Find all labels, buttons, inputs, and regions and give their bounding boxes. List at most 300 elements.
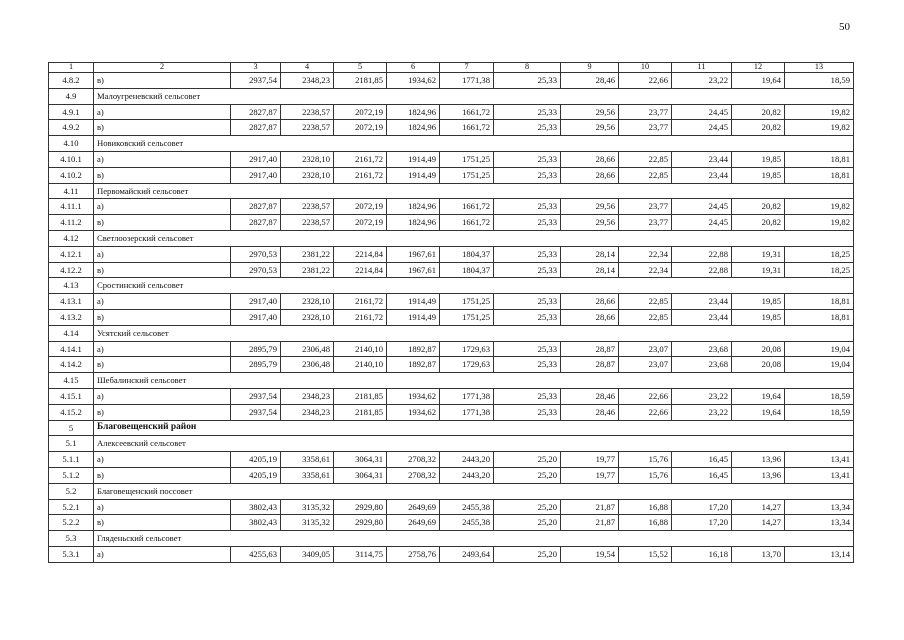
value-cell: 2238,57 (281, 199, 334, 215)
value-cell: 25,20 (494, 546, 561, 562)
value-cell: 2348,23 (281, 73, 334, 89)
value-cell: 18,81 (785, 294, 854, 310)
value-cell: 2140,10 (334, 341, 387, 357)
value-cell: 19,64 (732, 73, 785, 89)
value-cell: 16,45 (672, 467, 732, 483)
section-code: 5.2 (49, 483, 94, 499)
value-cell: 25,20 (494, 515, 561, 531)
value-cell: 1934,62 (387, 404, 440, 420)
value-cell: 23,77 (619, 120, 672, 136)
value-cell: 22,66 (619, 404, 672, 420)
row-code: 4.12.2 (49, 262, 94, 278)
value-cell: 3358,61 (281, 467, 334, 483)
value-cell: 23,77 (619, 215, 672, 231)
value-cell: 20,82 (732, 120, 785, 136)
value-cell: 29,56 (561, 120, 619, 136)
value-cell: 18,59 (785, 73, 854, 89)
data-row (49, 499, 854, 515)
value-cell: 2072,19 (334, 104, 387, 120)
row-code: 4.11.1 (49, 199, 94, 215)
value-cell: 25,20 (494, 452, 561, 468)
column-header: 10 (619, 63, 672, 73)
value-cell: 2328,10 (281, 294, 334, 310)
value-cell: 25,33 (494, 262, 561, 278)
data-row (49, 546, 854, 562)
data-row (49, 120, 854, 136)
column-header: 6 (387, 63, 440, 73)
value-cell: 28,14 (561, 262, 619, 278)
value-cell: 25,33 (494, 215, 561, 231)
value-cell: 25,33 (494, 73, 561, 89)
value-cell: 23,07 (619, 341, 672, 357)
value-cell: 23,07 (619, 357, 672, 373)
value-cell: 1729,63 (440, 341, 494, 357)
row-variant: а) (94, 151, 231, 167)
value-cell: 2827,87 (231, 120, 281, 136)
row-variant: в) (94, 167, 231, 183)
value-cell: 2827,87 (231, 104, 281, 120)
value-cell: 2381,22 (281, 262, 334, 278)
value-cell: 1804,37 (440, 246, 494, 262)
value-cell: 2072,19 (334, 120, 387, 136)
value-cell: 2348,23 (281, 388, 334, 404)
value-cell: 3064,31 (334, 467, 387, 483)
value-cell: 22,85 (619, 151, 672, 167)
value-cell: 28,66 (561, 294, 619, 310)
value-cell: 2328,10 (281, 167, 334, 183)
value-cell: 19,31 (732, 246, 785, 262)
value-cell: 13,34 (785, 499, 854, 515)
row-code: 4.10.1 (49, 151, 94, 167)
section-name: Сростинский сельсовет (94, 278, 854, 294)
section-heading-row (49, 436, 854, 452)
value-cell: 24,45 (672, 120, 732, 136)
value-cell: 2161,72 (334, 151, 387, 167)
section-name: Благовещенский район (94, 420, 854, 436)
section-name: Шебалинский сельсовет (94, 373, 854, 389)
value-cell: 23,44 (672, 151, 732, 167)
value-cell: 1751,25 (440, 151, 494, 167)
value-cell: 1914,49 (387, 309, 440, 325)
value-cell: 1771,38 (440, 404, 494, 420)
value-cell: 3358,61 (281, 452, 334, 468)
value-cell: 20,82 (732, 104, 785, 120)
value-cell: 2181,85 (334, 388, 387, 404)
data-row (49, 104, 854, 120)
section-name: Усятский сельсовет (94, 325, 854, 341)
value-cell: 19,64 (732, 388, 785, 404)
value-cell: 20,82 (732, 215, 785, 231)
row-variant: а) (94, 341, 231, 357)
value-cell: 23,22 (672, 388, 732, 404)
value-cell: 14,27 (732, 499, 785, 515)
value-cell: 28,66 (561, 309, 619, 325)
value-cell: 3135,32 (281, 499, 334, 515)
value-cell: 3114,75 (334, 546, 387, 562)
value-cell: 1661,72 (440, 104, 494, 120)
value-cell: 2895,79 (231, 357, 281, 373)
value-cell: 13,96 (732, 452, 785, 468)
value-cell: 19,82 (785, 199, 854, 215)
value-cell: 20,08 (732, 341, 785, 357)
value-cell: 22,34 (619, 246, 672, 262)
value-cell: 18,25 (785, 246, 854, 262)
section-heading-row (49, 230, 854, 246)
value-cell: 2649,69 (387, 515, 440, 531)
row-variant: а) (94, 499, 231, 515)
value-cell: 18,81 (785, 309, 854, 325)
value-cell: 1914,49 (387, 294, 440, 310)
value-cell: 19,85 (732, 151, 785, 167)
value-cell: 3135,32 (281, 515, 334, 531)
value-cell: 1751,25 (440, 167, 494, 183)
value-cell: 1729,63 (440, 357, 494, 373)
section-heading-row (49, 88, 854, 104)
row-variant: а) (94, 246, 231, 262)
value-cell: 1914,49 (387, 151, 440, 167)
value-cell: 25,33 (494, 246, 561, 262)
value-cell: 17,20 (672, 515, 732, 531)
value-cell: 23,22 (672, 404, 732, 420)
row-code: 4.9.1 (49, 104, 94, 120)
value-cell: 2328,10 (281, 151, 334, 167)
section-heading-row (49, 325, 854, 341)
value-cell: 2708,32 (387, 452, 440, 468)
value-cell: 19,31 (732, 262, 785, 278)
value-cell: 19,77 (561, 452, 619, 468)
value-cell: 18,59 (785, 404, 854, 420)
value-cell: 2214,84 (334, 262, 387, 278)
page-number: 50 (839, 21, 850, 33)
value-cell: 16,88 (619, 515, 672, 531)
tariff-table (48, 62, 854, 563)
value-cell: 23,68 (672, 341, 732, 357)
row-variant: в) (94, 262, 231, 278)
value-cell: 29,56 (561, 104, 619, 120)
value-cell: 25,33 (494, 151, 561, 167)
value-cell: 1661,72 (440, 215, 494, 231)
value-cell: 2238,57 (281, 104, 334, 120)
value-cell: 24,45 (672, 215, 732, 231)
value-cell: 23,77 (619, 199, 672, 215)
value-cell: 25,33 (494, 388, 561, 404)
value-cell: 19,77 (561, 467, 619, 483)
section-heading-row (49, 483, 854, 499)
value-cell: 1751,25 (440, 294, 494, 310)
district-heading-row (49, 420, 854, 436)
row-variant: в) (94, 120, 231, 136)
section-name: Алексеевский сельсовет (94, 436, 854, 452)
value-cell: 16,88 (619, 499, 672, 515)
value-cell: 17,20 (672, 499, 732, 515)
value-cell: 22,66 (619, 73, 672, 89)
section-code: 4.12 (49, 230, 94, 246)
section-code: 4.9 (49, 88, 94, 104)
value-cell: 22,88 (672, 246, 732, 262)
value-cell: 1824,96 (387, 120, 440, 136)
value-cell: 19,82 (785, 104, 854, 120)
data-row (49, 515, 854, 531)
value-cell: 2917,40 (231, 151, 281, 167)
data-row (49, 199, 854, 215)
value-cell: 23,68 (672, 357, 732, 373)
value-cell: 28,14 (561, 246, 619, 262)
value-cell: 19,85 (732, 309, 785, 325)
section-name: Малоугреневский сельсовет (94, 88, 854, 104)
data-row (49, 309, 854, 325)
value-cell: 2181,85 (334, 404, 387, 420)
value-cell: 18,81 (785, 151, 854, 167)
value-cell: 28,87 (561, 341, 619, 357)
value-cell: 1824,96 (387, 104, 440, 120)
value-cell: 25,33 (494, 404, 561, 420)
value-cell: 22,34 (619, 262, 672, 278)
value-cell: 28,66 (561, 167, 619, 183)
data-row (49, 73, 854, 89)
value-cell: 2937,54 (231, 73, 281, 89)
section-code: 5 (49, 420, 94, 436)
column-header: 8 (494, 63, 561, 73)
value-cell: 2827,87 (231, 215, 281, 231)
row-variant: в) (94, 357, 231, 373)
column-header: 4 (281, 63, 334, 73)
value-cell: 2917,40 (231, 309, 281, 325)
value-cell: 2161,72 (334, 309, 387, 325)
value-cell: 22,85 (619, 294, 672, 310)
value-cell: 4255,63 (231, 546, 281, 562)
value-cell: 2455,38 (440, 499, 494, 515)
row-code: 4.12.1 (49, 246, 94, 262)
value-cell: 2214,84 (334, 246, 387, 262)
section-name: Светлоозерский сельсовет (94, 230, 854, 246)
value-cell: 28,87 (561, 357, 619, 373)
section-code: 4.11 (49, 183, 94, 199)
value-cell: 2970,53 (231, 246, 281, 262)
section-name: Гляденьский сельсовет (94, 531, 854, 547)
value-cell: 13,41 (785, 467, 854, 483)
row-code: 4.11.2 (49, 215, 94, 231)
value-cell: 2827,87 (231, 199, 281, 215)
section-name: Благовещенский поссовет (94, 483, 854, 499)
section-heading-row (49, 278, 854, 294)
table-header-row (49, 63, 854, 73)
value-cell: 2306,48 (281, 341, 334, 357)
section-code: 5.3 (49, 531, 94, 547)
row-variant: а) (94, 546, 231, 562)
section-code: 4.15 (49, 373, 94, 389)
section-code: 4.14 (49, 325, 94, 341)
value-cell: 2238,57 (281, 120, 334, 136)
column-header: 7 (440, 63, 494, 73)
data-row (49, 167, 854, 183)
row-code: 4.8.2 (49, 73, 94, 89)
value-cell: 23,44 (672, 167, 732, 183)
value-cell: 25,33 (494, 167, 561, 183)
value-cell: 14,27 (732, 515, 785, 531)
value-cell: 25,20 (494, 467, 561, 483)
value-cell: 28,46 (561, 388, 619, 404)
data-row (49, 262, 854, 278)
value-cell: 23,22 (672, 73, 732, 89)
row-variant: в) (94, 309, 231, 325)
value-cell: 2381,22 (281, 246, 334, 262)
row-code: 4.15.2 (49, 404, 94, 420)
value-cell: 18,25 (785, 262, 854, 278)
value-cell: 24,45 (672, 199, 732, 215)
column-header: 12 (732, 63, 785, 73)
row-code: 5.2.2 (49, 515, 94, 531)
value-cell: 1967,61 (387, 246, 440, 262)
value-cell: 2937,54 (231, 388, 281, 404)
value-cell: 22,88 (672, 262, 732, 278)
value-cell: 25,33 (494, 120, 561, 136)
value-cell: 19,82 (785, 120, 854, 136)
value-cell: 23,44 (672, 294, 732, 310)
value-cell: 21,87 (561, 499, 619, 515)
row-code: 5.1.1 (49, 452, 94, 468)
value-cell: 2072,19 (334, 215, 387, 231)
section-name: Новиковский сельсовет (94, 136, 854, 152)
section-heading-row (49, 373, 854, 389)
value-cell: 22,85 (619, 167, 672, 183)
value-cell: 2161,72 (334, 294, 387, 310)
value-cell: 22,85 (619, 309, 672, 325)
value-cell: 1892,87 (387, 357, 440, 373)
value-cell: 28,66 (561, 151, 619, 167)
value-cell: 4205,19 (231, 467, 281, 483)
column-header: 2 (94, 63, 231, 73)
row-code: 5.3.1 (49, 546, 94, 562)
value-cell: 19,64 (732, 404, 785, 420)
data-row (49, 388, 854, 404)
section-code: 5.1 (49, 436, 94, 452)
value-cell: 2328,10 (281, 309, 334, 325)
section-heading-row (49, 136, 854, 152)
value-cell: 18,59 (785, 388, 854, 404)
value-cell: 1914,49 (387, 167, 440, 183)
row-code: 4.13.1 (49, 294, 94, 310)
value-cell: 25,20 (494, 499, 561, 515)
value-cell: 1661,72 (440, 120, 494, 136)
value-cell: 2929,80 (334, 515, 387, 531)
column-header: 11 (672, 63, 732, 73)
value-cell: 29,56 (561, 199, 619, 215)
value-cell: 1824,96 (387, 199, 440, 215)
data-row (49, 452, 854, 468)
data-row (49, 341, 854, 357)
value-cell: 2443,20 (440, 452, 494, 468)
value-cell: 1824,96 (387, 215, 440, 231)
value-cell: 1751,25 (440, 309, 494, 325)
value-cell: 25,33 (494, 104, 561, 120)
value-cell: 2937,54 (231, 404, 281, 420)
value-cell: 23,44 (672, 309, 732, 325)
value-cell: 13,96 (732, 467, 785, 483)
row-code: 4.14.2 (49, 357, 94, 373)
value-cell: 25,33 (494, 309, 561, 325)
value-cell: 2306,48 (281, 357, 334, 373)
value-cell: 2455,38 (440, 515, 494, 531)
data-row (49, 467, 854, 483)
row-code: 4.9.2 (49, 120, 94, 136)
value-cell: 2238,57 (281, 215, 334, 231)
value-cell: 3802,43 (231, 499, 281, 515)
value-cell: 2140,10 (334, 357, 387, 373)
value-cell: 25,33 (494, 341, 561, 357)
value-cell: 13,41 (785, 452, 854, 468)
value-cell: 25,33 (494, 199, 561, 215)
value-cell: 1892,87 (387, 341, 440, 357)
value-cell: 25,33 (494, 357, 561, 373)
data-row (49, 151, 854, 167)
row-variant: в) (94, 515, 231, 531)
value-cell: 3409,05 (281, 546, 334, 562)
value-cell: 2917,40 (231, 294, 281, 310)
value-cell: 2493,64 (440, 546, 494, 562)
value-cell: 13,70 (732, 546, 785, 562)
value-cell: 1771,38 (440, 388, 494, 404)
data-row (49, 357, 854, 373)
section-name: Первомайский сельсовет (94, 183, 854, 199)
section-code: 4.13 (49, 278, 94, 294)
section-code: 4.10 (49, 136, 94, 152)
value-cell: 2758,76 (387, 546, 440, 562)
row-variant: а) (94, 199, 231, 215)
row-code: 4.15.1 (49, 388, 94, 404)
data-row (49, 404, 854, 420)
row-variant: а) (94, 452, 231, 468)
row-variant: а) (94, 104, 231, 120)
value-cell: 19,54 (561, 546, 619, 562)
value-cell: 1661,72 (440, 199, 494, 215)
value-cell: 2917,40 (231, 167, 281, 183)
column-header: 5 (334, 63, 387, 73)
value-cell: 20,82 (732, 199, 785, 215)
value-cell: 3802,43 (231, 515, 281, 531)
value-cell: 19,04 (785, 357, 854, 373)
value-cell: 13,34 (785, 515, 854, 531)
value-cell: 16,18 (672, 546, 732, 562)
row-code: 4.10.2 (49, 167, 94, 183)
value-cell: 2895,79 (231, 341, 281, 357)
value-cell: 13,14 (785, 546, 854, 562)
column-header: 9 (561, 63, 619, 73)
value-cell: 2443,20 (440, 467, 494, 483)
value-cell: 1967,61 (387, 262, 440, 278)
value-cell: 2970,53 (231, 262, 281, 278)
value-cell: 15,52 (619, 546, 672, 562)
row-variant: в) (94, 73, 231, 89)
value-cell: 19,85 (732, 294, 785, 310)
value-cell: 28,46 (561, 404, 619, 420)
value-cell: 16,45 (672, 452, 732, 468)
value-cell: 28,46 (561, 73, 619, 89)
row-code: 5.1.2 (49, 467, 94, 483)
column-header: 1 (49, 63, 94, 73)
data-row (49, 294, 854, 310)
value-cell: 24,45 (672, 104, 732, 120)
column-header: 3 (231, 63, 281, 73)
row-code: 4.13.2 (49, 309, 94, 325)
value-cell: 2161,72 (334, 167, 387, 183)
row-variant: а) (94, 388, 231, 404)
value-cell: 1934,62 (387, 73, 440, 89)
value-cell: 18,81 (785, 167, 854, 183)
row-variant: а) (94, 294, 231, 310)
value-cell: 19,82 (785, 215, 854, 231)
value-cell: 2181,85 (334, 73, 387, 89)
value-cell: 25,33 (494, 294, 561, 310)
